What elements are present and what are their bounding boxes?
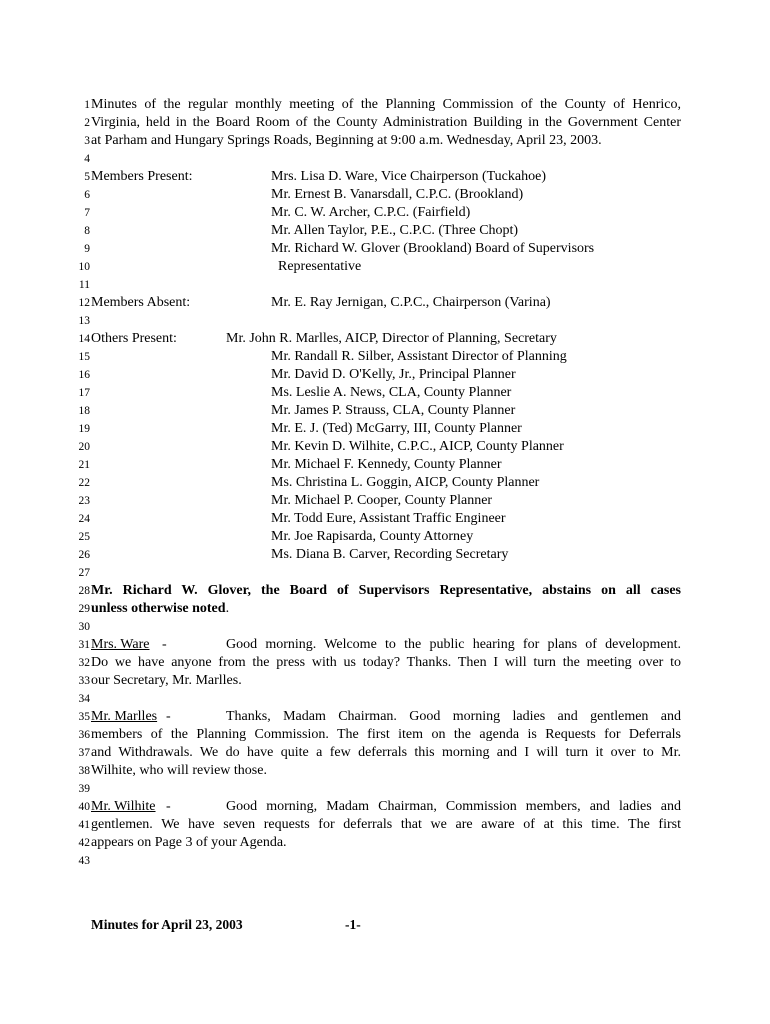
line-3 [0, 132, 770, 150]
line-35 [0, 708, 770, 726]
line-31 [0, 636, 770, 654]
line-number: 20 [78, 441, 90, 453]
staff-name: Mr. David D. O'Kelly, Jr., Principal Planner [271, 367, 516, 382]
line-22 [0, 474, 770, 492]
member-name: Mr. C. W. Archer, C.P.C. (Fairfield) [271, 205, 471, 220]
speech-line: Do we have anyone from the press with us today? Thanks. Then I will turn the meeting over to [91, 655, 681, 670]
staff-name: Ms. Christina L. Goggin, AICP, County Planner [271, 475, 540, 490]
staff-name: Mr. Michael P. Cooper, County Planner [271, 493, 493, 508]
line-number: 37 [78, 747, 90, 759]
intro-line: Virginia, held in the Board Room of the County Administration Building in the Government Center [91, 115, 681, 130]
line-number: 12 [78, 297, 90, 309]
line-number: 28 [78, 585, 90, 597]
line-27 [0, 564, 770, 582]
line-number: 1 [84, 99, 90, 111]
member-name: Mr. Allen Taylor, P.E., C.P.C. (Three Chopt) [271, 223, 519, 238]
speech-line: Thanks, Madam Chairman. Good morning ladies and gentlemen and [226, 709, 681, 724]
abstain-note-end: unless otherwise noted. [91, 601, 230, 616]
line-number: 26 [78, 549, 90, 561]
speaker-name: Mrs. Ware [91, 637, 150, 652]
line-number: 18 [78, 405, 90, 417]
line-28 [0, 582, 770, 600]
line-number: 16 [78, 369, 90, 381]
member-name: Mr. Richard W. Glover (Brookland) Board of Supervisors [271, 241, 595, 256]
speech-line: gentlemen. We have seven requests for deferrals that we are aware of at this time. The first [91, 817, 681, 832]
line-number: 23 [78, 495, 90, 507]
line-number: 6 [84, 189, 90, 201]
line-number: 36 [78, 729, 90, 741]
staff-name: Ms. Diana B. Carver, Recording Secretary [271, 547, 509, 562]
line-15 [0, 348, 770, 366]
speech-line: members of the Planning Commission. The first item on the agenda is Requests for Deferrals [91, 727, 681, 742]
staff-name: Mr. Todd Eure, Assistant Traffic Engineer [271, 511, 506, 526]
speaker-name: Mr. Marlles [91, 709, 158, 724]
line-number: 27 [78, 567, 90, 579]
line-number: 2 [84, 117, 90, 129]
line-17 [0, 384, 770, 402]
page-number: -1- [345, 917, 361, 932]
intro-line: at Parham and Hungary Springs Roads, Beginning at 9:00 a.m. Wednesday, April 23, 2003. [91, 133, 602, 148]
line-30 [0, 618, 770, 636]
line-number: 15 [78, 351, 90, 363]
line-number: 35 [78, 711, 90, 723]
line-23 [0, 492, 770, 510]
line-number: 19 [78, 423, 90, 435]
line-5 [0, 168, 770, 186]
line-4 [0, 150, 770, 168]
line-number: 13 [78, 315, 90, 327]
line-number: 7 [84, 207, 90, 219]
line-12 [0, 294, 770, 312]
staff-name: Mr. E. J. (Ted) McGarry, III, County Planner [271, 421, 522, 436]
member-name: Mrs. Lisa D. Ware, Vice Chairperson (Tuckahoe) [271, 169, 546, 184]
speech-line: Good morning, Madam Chairman, Commission members, and ladies and [226, 799, 681, 814]
line-number: 41 [78, 819, 90, 831]
staff-name: Mr. Joe Rapisarda, County Attorney [271, 529, 474, 544]
line-10 [0, 258, 770, 276]
line-34 [0, 690, 770, 708]
line-1 [0, 96, 770, 114]
line-24 [0, 510, 770, 528]
line-number: 25 [78, 531, 90, 543]
others-present-label: Others Present: [91, 331, 177, 346]
line-number: 40 [78, 801, 90, 813]
intro-line: Minutes of the regular monthly meeting of the Planning Commission of the County of Henrico, [91, 97, 681, 112]
line-number: 17 [78, 387, 90, 399]
member-name: Mr. Ernest B. Vanarsdall, C.P.C. (Brookland) [271, 187, 524, 202]
footer-title: Minutes for April 23, 2003 [91, 917, 243, 932]
members-present-label: Members Present: [91, 169, 193, 184]
line-38 [0, 762, 770, 780]
member-name: Representative [278, 259, 362, 274]
line-29 [0, 600, 770, 618]
line-32 [0, 654, 770, 672]
line-number: 11 [78, 279, 90, 291]
speech-line: Wilhite, who will review those. [91, 763, 267, 778]
speaker-dash: - [162, 637, 167, 652]
line-number: 31 [78, 639, 90, 651]
line-18 [0, 402, 770, 420]
line-number: 24 [78, 513, 90, 525]
line-number: 33 [78, 675, 90, 687]
staff-name: Mr. John R. Marlles, AICP, Director of Planning, Secretary [226, 331, 557, 346]
speaker-dash: - [166, 799, 171, 814]
staff-name: Mr. Randall R. Silber, Assistant Director of Planning [271, 349, 567, 364]
line-6 [0, 186, 770, 204]
line-number: 3 [84, 135, 90, 147]
line-33 [0, 672, 770, 690]
line-number: 21 [78, 459, 90, 471]
line-14 [0, 330, 770, 348]
abstain-note: Mr. Richard W. Glover, the Board of Supervisors Representative, abstains on all cases [91, 583, 681, 598]
line-number: 8 [84, 225, 90, 237]
line-39 [0, 780, 770, 798]
line-43 [0, 852, 770, 870]
line-37 [0, 744, 770, 762]
staff-name: Ms. Leslie A. News, CLA, County Planner [271, 385, 512, 400]
speaker-dash: - [166, 709, 171, 724]
line-41 [0, 816, 770, 834]
line-11 [0, 276, 770, 294]
staff-name: Mr. Michael F. Kennedy, County Planner [271, 457, 502, 472]
speech-line: and Withdrawals. We do have quite a few deferrals this morning and I will turn it over to Mr. [91, 745, 681, 760]
line-number: 29 [78, 603, 90, 615]
line-20 [0, 438, 770, 456]
line-19 [0, 420, 770, 438]
line-25 [0, 528, 770, 546]
members-absent-label: Members Absent: [91, 295, 191, 310]
line-number: 34 [78, 693, 90, 705]
staff-name: Mr. James P. Strauss, CLA, County Planner [271, 403, 516, 418]
speaker-name: Mr. Wilhite [91, 799, 156, 814]
line-2 [0, 114, 770, 132]
line-number: 10 [78, 261, 90, 273]
speech-line: Good morning. Welcome to the public hearing for plans of development. [226, 637, 681, 652]
line-number: 39 [78, 783, 90, 795]
line-number: 32 [78, 657, 90, 669]
speech-line: appears on Page 3 of your Agenda. [91, 835, 287, 850]
line-16 [0, 366, 770, 384]
line-number: 43 [78, 855, 90, 867]
line-42 [0, 834, 770, 852]
speech-line: our Secretary, Mr. Marlles. [91, 673, 242, 688]
line-number: 30 [78, 621, 90, 633]
line-number: 38 [78, 765, 90, 777]
line-13 [0, 312, 770, 330]
line-7 [0, 204, 770, 222]
line-8 [0, 222, 770, 240]
line-number: 4 [84, 153, 90, 165]
line-26 [0, 546, 770, 564]
line-21 [0, 456, 770, 474]
line-number: 9 [84, 243, 90, 255]
line-number: 5 [84, 171, 90, 183]
line-40 [0, 798, 770, 816]
line-number: 22 [78, 477, 90, 489]
member-name: Mr. E. Ray Jernigan, C.P.C., Chairperson (Varina) [271, 295, 551, 310]
line-36 [0, 726, 770, 744]
staff-name: Mr. Kevin D. Wilhite, C.P.C., AICP, County Planner [271, 439, 564, 454]
line-number: 14 [78, 333, 90, 345]
line-9 [0, 240, 770, 258]
line-number: 42 [78, 837, 90, 849]
